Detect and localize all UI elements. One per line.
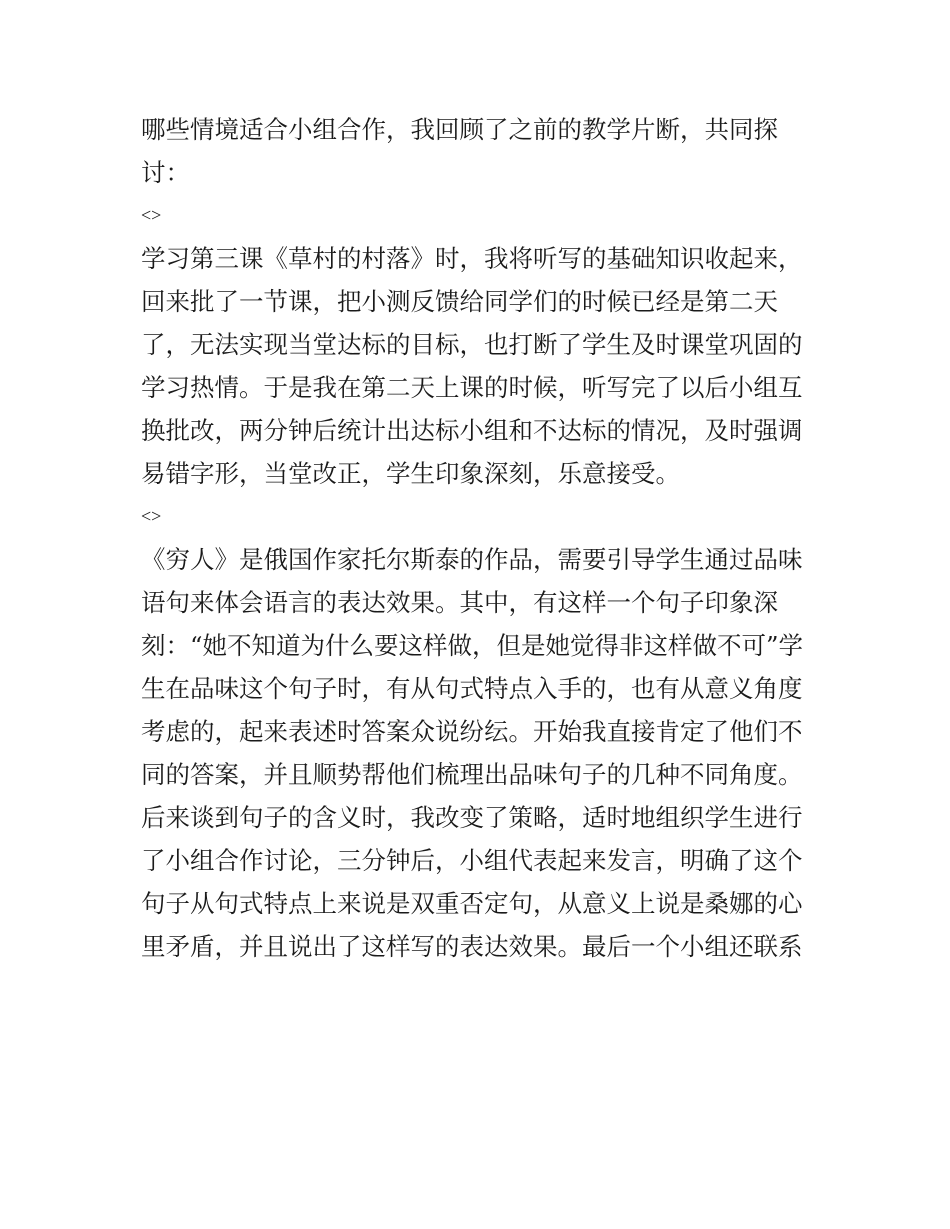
document-body [141, 108, 813, 968]
paragraph-intro: 哪些情境适合小组合作，我回顾了之前的教学片断，共同探讨： [141, 115, 778, 187]
paragraph-poor-people-example: 《穷人》是俄国作家托尔斯泰的作品，需要引导学生通过品味语句来体会语言的表达效果。其中，有这样一个句子印象深刻：“她不知道为什么要这样做，但是她觉得非这样做不可”学生在品味这个句子时，有从句式特点入手的，也有从意义角度考虑的，起来表述时答案众说纷纭。开始我直接肯定了他们不同的答案，并且顺势帮他们梳理出品味句子的几种不同角度。后来谈到句子的含义时，我改变了策略，适时地组织学生进行了小组合作讨论，三分钟后，小组代表起来发言，明确了这个句子从句式特点上来说是双重否定句，从意义上说是桑娜的心里矛盾，并且说出了这样写的表达效果。最后一个小组还联系 [141, 545, 804, 961]
paragraph-dictation-example: 学习第三课《草村的村落》时，我将听写的基础知识收起来，回来批了一节课，把小测反馈给同学们的时候已经是第二天了，无法实现当堂达标的目标，也打断了学生及时课堂巩固的学习热情。于是我在第二天上课的时候，听写完了以后小组互换批改，两分钟后统计出达标小组和不达标的情况，及时强调易错字形，当堂改正，学生印象深刻，乐意接受。 [141, 244, 803, 488]
section-marker: <> [141, 205, 162, 225]
section-marker: <> [141, 506, 162, 526]
